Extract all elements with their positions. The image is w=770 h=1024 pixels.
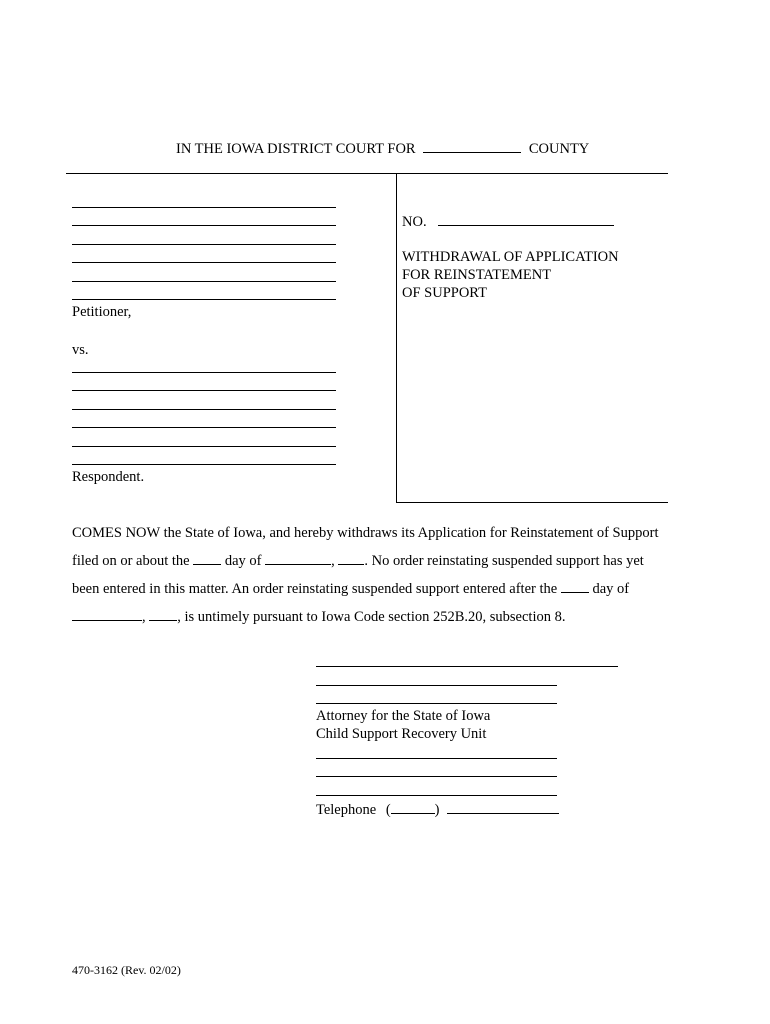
form-number: 470-3162 (Rev. 02/02) xyxy=(72,963,181,977)
document-title-line: OF SUPPORT xyxy=(402,285,487,301)
case-number-blank[interactable] xyxy=(438,213,614,226)
petitioner-label: Petitioner, xyxy=(72,304,132,320)
telephone-number-blank[interactable] xyxy=(447,801,559,814)
petitioner-name-blank[interactable] xyxy=(72,299,336,300)
filed-year-blank[interactable] xyxy=(338,552,364,565)
respondent-name-blank[interactable] xyxy=(72,446,336,447)
attorney-office: Child Support Recovery Unit xyxy=(316,726,487,742)
filed-day-blank[interactable] xyxy=(193,552,221,565)
court-heading-prefix: IN THE IOWA DISTRICT COURT FOR xyxy=(176,141,416,157)
document-title-line: FOR REINSTATEMENT xyxy=(402,267,552,283)
area-code-blank[interactable] xyxy=(391,801,435,814)
respondent-name-blank[interactable] xyxy=(72,464,336,465)
filed-month-blank[interactable] xyxy=(265,552,331,565)
attorney-name-blank[interactable] xyxy=(316,685,557,686)
court-heading-suffix: COUNTY xyxy=(528,141,590,157)
telephone-paren-open: ( xyxy=(385,802,391,818)
case-number-label: NO. xyxy=(402,214,427,230)
paragraph-text: , is untimely pursuant to Iowa Code section 252B.20, subsection 8. xyxy=(177,609,566,625)
respondent-name-blank[interactable] xyxy=(72,409,336,410)
respondent-name-blank[interactable] xyxy=(72,372,336,373)
case-number-row xyxy=(402,213,614,230)
paragraph-line xyxy=(72,519,692,547)
paragraph-text: , xyxy=(142,609,146,625)
paragraph-text: filed on or about the xyxy=(72,553,190,569)
withdrawal-paragraph xyxy=(72,519,692,631)
order-day-blank[interactable] xyxy=(561,580,589,593)
telephone-paren-close: ) xyxy=(434,802,440,818)
order-month-blank[interactable] xyxy=(72,608,142,621)
petitioner-name-blank[interactable] xyxy=(72,281,336,282)
respondent-name-blank[interactable] xyxy=(72,427,336,428)
court-heading xyxy=(176,140,589,157)
attorney-name-blank[interactable] xyxy=(316,703,557,704)
county-blank[interactable] xyxy=(423,140,521,153)
respondent-label: Respondent. xyxy=(72,469,145,485)
signature-line[interactable] xyxy=(316,666,618,667)
paragraph-text: , xyxy=(331,553,335,569)
petitioner-name-blank[interactable] xyxy=(72,244,336,245)
address-blank[interactable] xyxy=(316,776,557,777)
petitioner-name-blank[interactable] xyxy=(72,262,336,263)
paragraph-line xyxy=(72,547,692,575)
telephone-label: Telephone xyxy=(316,802,377,818)
paragraph-text: been entered in this matter. An order reinstating suspended support entered after the xyxy=(72,581,558,597)
telephone-row xyxy=(316,801,559,818)
paragraph-text: . No order reinstating suspended support has yet xyxy=(364,553,644,569)
paragraph-text: day of xyxy=(592,581,630,597)
paragraph-text: COMES NOW the State of Iowa, and hereby withdraws its Application for Reinstatement of Support xyxy=(72,525,659,541)
caption-divider xyxy=(396,173,397,503)
petitioner-name-blank[interactable] xyxy=(72,207,336,208)
petitioner-name-blank[interactable] xyxy=(72,225,336,226)
respondent-name-blank[interactable] xyxy=(72,390,336,391)
paragraph-line xyxy=(72,575,692,603)
order-year-blank[interactable] xyxy=(149,608,177,621)
paragraph-text: day of xyxy=(224,553,262,569)
caption-top-rule xyxy=(66,173,668,174)
address-blank[interactable] xyxy=(316,758,557,759)
attorney-title: Attorney for the State of Iowa xyxy=(316,708,491,724)
address-blank[interactable] xyxy=(316,795,557,796)
vs-label: vs. xyxy=(72,342,89,358)
caption-bottom-rule xyxy=(396,502,668,503)
paragraph-line xyxy=(72,603,692,631)
document-title-line: WITHDRAWAL OF APPLICATION xyxy=(402,249,619,265)
